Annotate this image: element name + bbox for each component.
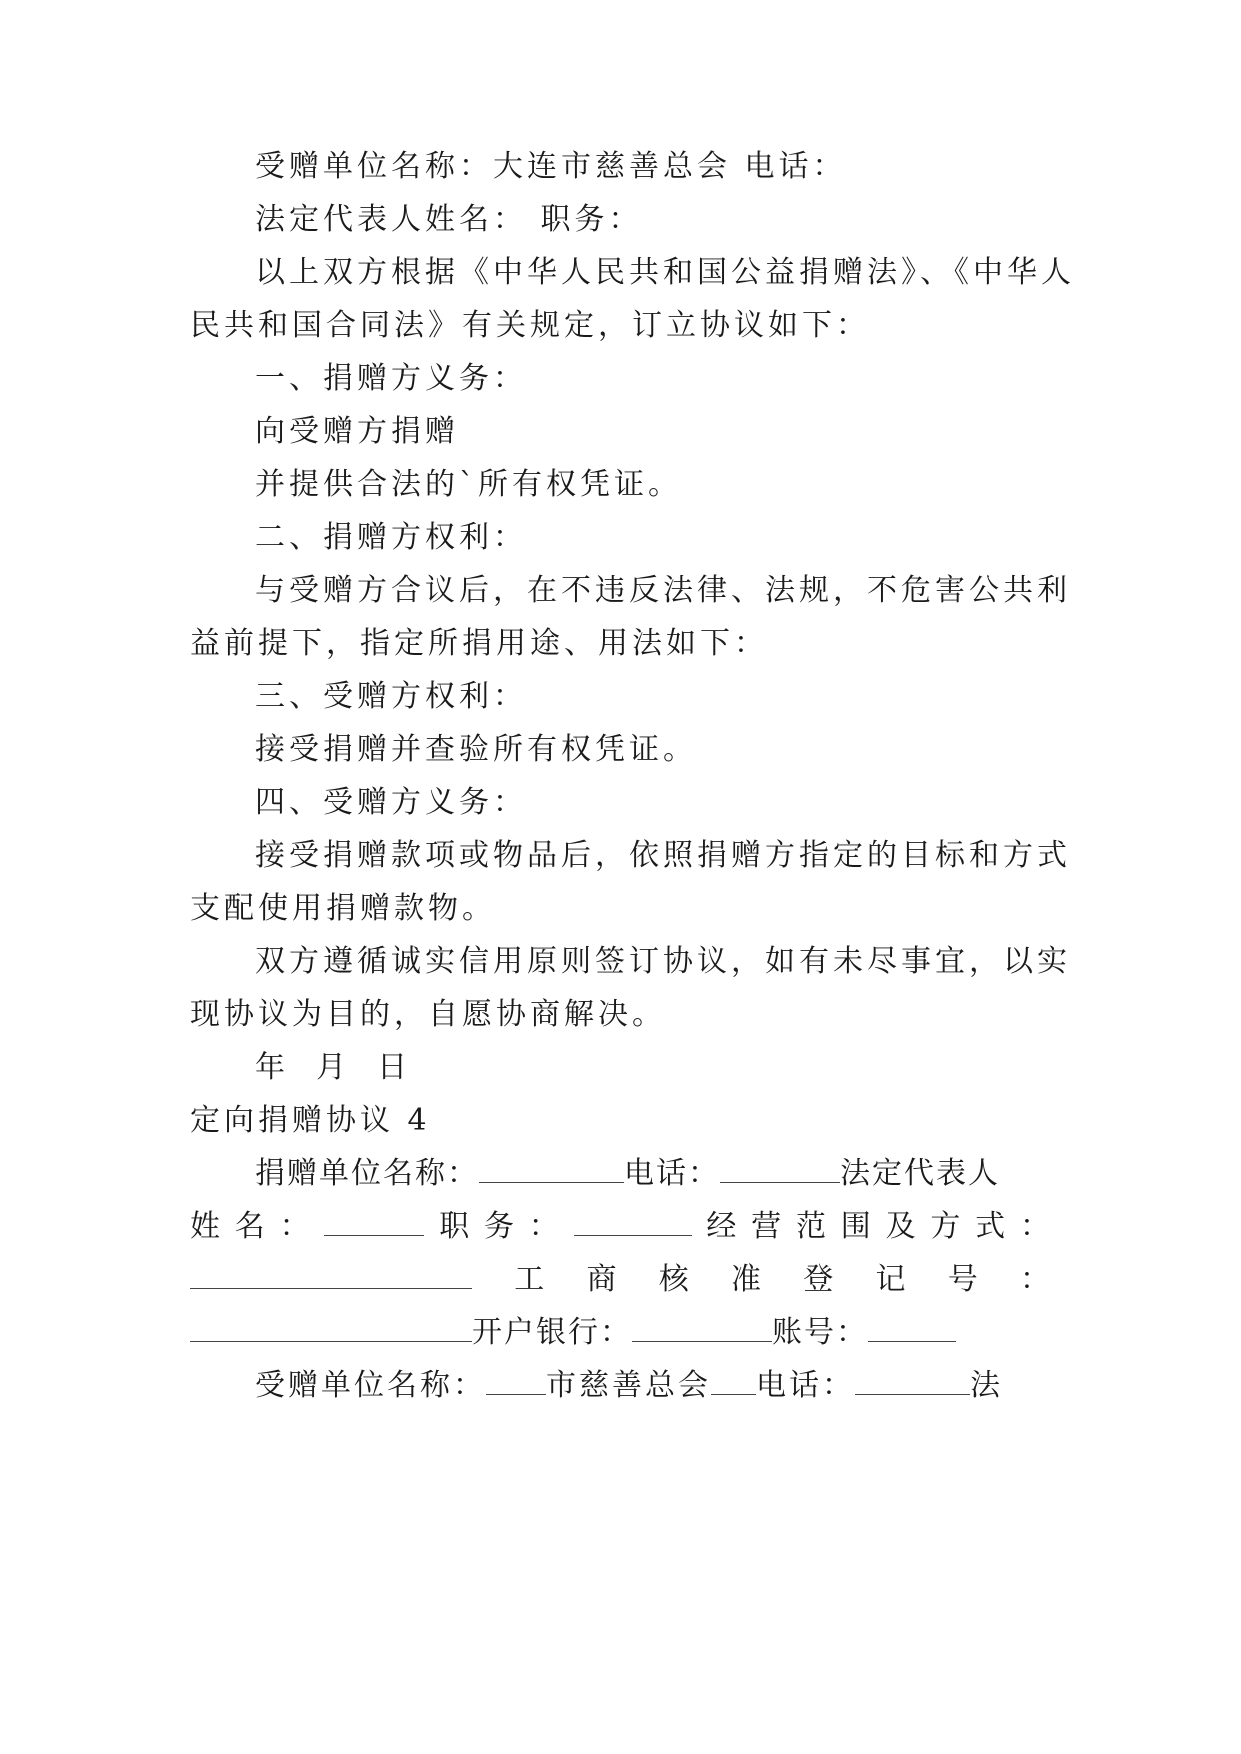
recipient-line: 受赠单位名称：大连市慈善总会 电话：	[255, 149, 847, 184]
bank-blank	[632, 1313, 772, 1342]
section-heading-donor-rights: 二、捐赠方权利：	[255, 520, 527, 555]
section-heading-recipient-rights: 三、受赠方权利：	[255, 679, 527, 714]
scope-label-char: 及	[885, 1209, 916, 1244]
donor-name-blank	[479, 1154, 624, 1183]
paragraph-line: 支配使用捐赠款物。	[190, 891, 496, 926]
account-label: 账号：	[772, 1315, 868, 1350]
paragraph-line: 接受捐赠款项或物品后，依照捐赠方指定的目标和方式	[255, 838, 1071, 873]
recipient-name-label: 受赠单位名称：	[255, 1368, 486, 1403]
title-label-char: 务	[483, 1209, 514, 1244]
scope-blank	[190, 1260, 472, 1289]
preamble-line-1: 以上双方根据《中华人民共和国公益捐赠法》、《中华人	[255, 255, 1075, 290]
bank-label: 开户银行：	[472, 1315, 632, 1350]
bank-line	[190, 1313, 1050, 1353]
recipient-org: 市慈善总会	[546, 1368, 711, 1403]
reg-label-char: 准	[731, 1262, 761, 1297]
recipient-legal-label: 法	[970, 1368, 1003, 1403]
reg-label-char: ：	[1020, 1262, 1050, 1297]
recipient-phone-label: 电话：	[756, 1368, 855, 1403]
title-label-char: ：	[528, 1209, 559, 1244]
phone-label: 电话：	[624, 1156, 720, 1191]
preamble-line-2: 民共和国合同法》有关规定，订立协议如下：	[190, 308, 870, 343]
section-title: 定向捐赠协议 4	[190, 1103, 431, 1138]
title-blank	[574, 1207, 692, 1236]
recipient-form-line	[255, 1366, 1050, 1406]
scope-label-char: 式	[975, 1209, 1006, 1244]
paragraph-line: 接受捐赠并查验所有权凭证。	[255, 732, 697, 767]
name-title-scope-line	[190, 1207, 1050, 1247]
date-line: 年 月 日	[255, 1050, 412, 1085]
name-label-char: 名	[234, 1209, 265, 1244]
section-heading-donor-duty: 一、捐赠方义务：	[255, 361, 527, 396]
city-blank	[486, 1366, 546, 1395]
donor-name-label: 捐赠单位名称：	[255, 1156, 479, 1191]
name-label-char: 姓	[190, 1209, 220, 1244]
scope-label-char: 经	[706, 1209, 737, 1244]
scope-label-char: 范	[795, 1209, 826, 1244]
legal-rep-label: 法定代表人	[840, 1156, 1000, 1191]
paragraph-line: 双方遵循诚实信用原则签订协议，如有未尽事宜，以实	[255, 944, 1071, 979]
name-label-char: ：	[279, 1209, 310, 1244]
recipient-phone-blank	[855, 1366, 970, 1395]
org-blank	[711, 1366, 756, 1395]
paragraph-line: 并提供合法的`所有权凭证。	[255, 467, 682, 502]
scope-label-char: 围	[840, 1209, 871, 1244]
reg-blank	[190, 1313, 472, 1342]
reg-label-char: 记	[875, 1262, 906, 1297]
reg-label-char: 工	[514, 1262, 545, 1297]
scope-label-char: 营	[751, 1209, 782, 1244]
account-blank	[868, 1313, 956, 1342]
reg-label-char: 商	[586, 1262, 617, 1297]
reg-label-char: 号	[947, 1262, 978, 1297]
legal-rep-line: 法定代表人姓名： 职务：	[255, 202, 643, 237]
paragraph-line: 向受赠方捐赠	[255, 414, 459, 449]
paragraph-line: 益前提下，指定所捐用途、用法如下：	[190, 626, 768, 661]
reg-label-char: 核	[658, 1262, 689, 1297]
name-blank	[324, 1207, 424, 1236]
donor-name-line	[255, 1154, 1050, 1194]
scope-label-char: ：	[1019, 1209, 1050, 1244]
paragraph-line: 现协议为目的，自愿协商解决。	[190, 997, 666, 1032]
section-heading-recipient-duty: 四、受赠方义务：	[255, 785, 527, 820]
reg-label-char: 登	[803, 1262, 834, 1297]
scope-label-char: 方	[930, 1209, 961, 1244]
registration-line	[190, 1260, 1050, 1300]
title-label-char: 职	[439, 1209, 470, 1244]
phone-blank	[720, 1154, 840, 1183]
paragraph-line: 与受赠方合议后，在不违反法律、法规，不危害公共利	[255, 573, 1071, 608]
